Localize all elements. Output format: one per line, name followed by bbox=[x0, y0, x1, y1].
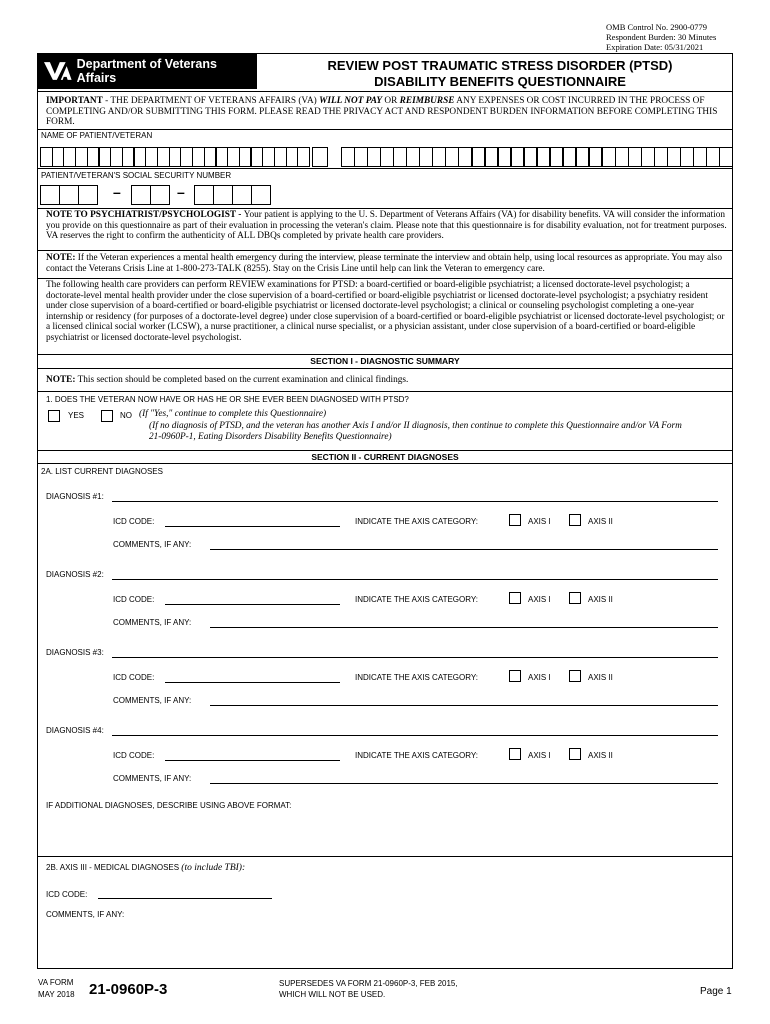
axis-category-label: INDICATE THE AXIS CATEGORY: bbox=[355, 595, 478, 604]
icd-code-label: ICD CODE: bbox=[113, 751, 155, 760]
note-providers: The following health care providers can perform REVIEW examinations for PTSD: a board-certified or board-eligible psychiatrist; a licensed doctorate-level psychologist; a doctorate-level mental health provider under the close supervision of a board-certified or board-eligible psychiatrist or licensed doctorate-level psychologist; a psychiatry resident under close supervision of a board-certified or board-eligible psychiatrist or licensed doctorate-level psychologist; a clinical or counseling psychologist completing a one-year internship or residency (for purposes of a doctorate-level degree) under close supervision of a board-certified or board-eligible psychiatrist or licensed doctorate-level psychologist; or a licensed clinical social worker (LCSW), a nurse practitioner, a clinical nurse specialist, or a physician assistant, under close supervision of a board-certified or board-eligible psychiatrist or licensed doctorate-level psychologist. bbox=[46, 280, 725, 343]
name-char-box[interactable] bbox=[524, 147, 538, 167]
divider bbox=[37, 278, 733, 279]
note-emergency-text: If the Veteran experiences a mental health emergency during the interview, please terminate the interview and obtain help, using local resources as appropriate. You may also contact the Veterans Crisis Line at 1-800-273-TALK (8255). Stay on the Crisis Line until help can link the Veteran to emergency care. bbox=[46, 253, 722, 274]
axis-1-checkbox[interactable] bbox=[509, 670, 521, 682]
section-1-note bbox=[46, 375, 408, 386]
name-char-box[interactable] bbox=[680, 147, 694, 167]
name-char-box[interactable] bbox=[251, 147, 264, 167]
name-char-box[interactable] bbox=[406, 147, 420, 167]
footer-page: Page 1 bbox=[700, 986, 732, 997]
icd-code-input[interactable] bbox=[165, 604, 340, 605]
name-char-box[interactable] bbox=[192, 147, 205, 167]
instruction-1: (If "Yes," continue to complete this Questionnaire) bbox=[139, 409, 327, 419]
ssn-digit-box[interactable] bbox=[59, 185, 79, 205]
name-char-box[interactable] bbox=[576, 147, 590, 167]
name-char-box[interactable] bbox=[180, 147, 193, 167]
no-checkbox[interactable] bbox=[101, 410, 113, 422]
name-char-box[interactable] bbox=[393, 147, 407, 167]
yes-label: YES bbox=[68, 411, 85, 420]
axis-category-label: INDICATE THE AXIS CATEGORY: bbox=[355, 673, 478, 682]
section-1-note-text: This section should be completed based on the current examination and clinical findings. bbox=[75, 375, 409, 385]
name-char-box[interactable] bbox=[122, 147, 135, 167]
comments-label: COMMENTS, IF ANY: bbox=[113, 540, 192, 549]
axis-2-checkbox[interactable] bbox=[569, 592, 581, 604]
name-char-box[interactable] bbox=[537, 147, 551, 167]
diagnosis-input[interactable] bbox=[112, 735, 718, 736]
ssn-digit-box[interactable] bbox=[78, 185, 98, 205]
footer-date: MAY 2018 bbox=[38, 990, 75, 999]
name-char-box[interactable] bbox=[458, 147, 472, 167]
axis3-label bbox=[46, 863, 245, 873]
reimburse: REIMBURSE bbox=[399, 96, 455, 106]
icd-code-label: ICD CODE: bbox=[113, 673, 155, 682]
divider bbox=[37, 856, 733, 857]
name-char-box[interactable] bbox=[615, 147, 629, 167]
axis-2-checkbox[interactable] bbox=[569, 514, 581, 526]
icd-code-label: ICD CODE: bbox=[113, 595, 155, 604]
diagnosis-input[interactable] bbox=[112, 579, 718, 580]
va-logo bbox=[37, 53, 257, 89]
divider bbox=[37, 368, 733, 369]
name-char-box[interactable] bbox=[511, 147, 525, 167]
note-psych-lead: NOTE TO PSYCHIATRIST/PSYCHOLOGIST - bbox=[46, 210, 244, 220]
ssn-digit-box[interactable] bbox=[213, 185, 233, 205]
name-char-box[interactable] bbox=[40, 147, 53, 167]
name-char-box[interactable] bbox=[354, 147, 368, 167]
name-char-box[interactable] bbox=[485, 147, 499, 167]
additional-diagnoses-label: IF ADDITIONAL DIAGNOSES, DESCRIBE USING ABOVE FORMAT: bbox=[46, 801, 292, 810]
axis-category-label: INDICATE THE AXIS CATEGORY: bbox=[355, 517, 478, 526]
section-2-heading: SECTION II - CURRENT DIAGNOSES bbox=[311, 452, 459, 462]
ssn-digit-box[interactable] bbox=[40, 185, 60, 205]
name-label: NAME OF PATIENT/VETERAN bbox=[41, 131, 153, 140]
name-char-box[interactable] bbox=[63, 147, 76, 167]
axis-1-checkbox[interactable] bbox=[509, 748, 521, 760]
axis3-label-italic: (to include TBI): bbox=[181, 863, 246, 873]
footer-supersedes-2: WHICH WILL NOT BE USED. bbox=[279, 990, 386, 999]
name-char-box[interactable] bbox=[380, 147, 394, 167]
divider bbox=[37, 391, 733, 392]
section-1-note-lead: NOTE: bbox=[46, 375, 76, 385]
title-line-2: DISABILITY BENEFITS QUESTIONNAIRE bbox=[374, 74, 626, 89]
axis-2-checkbox[interactable] bbox=[569, 748, 581, 760]
no-label: NO bbox=[120, 411, 132, 420]
ssn-digit-box[interactable] bbox=[251, 185, 271, 205]
axis-1-checkbox[interactable] bbox=[509, 592, 521, 604]
name-char-box[interactable] bbox=[99, 147, 112, 167]
diagnosis-label: DIAGNOSIS #3: bbox=[46, 648, 104, 657]
list-diagnoses-label: 2A. LIST CURRENT DIAGNOSES bbox=[41, 467, 163, 476]
diagnosis-label: DIAGNOSIS #4: bbox=[46, 726, 104, 735]
name-char-box[interactable] bbox=[706, 147, 720, 167]
axis-2-label: AXIS II bbox=[588, 751, 613, 760]
axis-1-label: AXIS I bbox=[528, 751, 551, 760]
axis-1-checkbox[interactable] bbox=[509, 514, 521, 526]
title-line-1: REVIEW POST TRAUMATIC STRESS DISORDER (PTSD) bbox=[327, 58, 673, 73]
expiration-date: Expiration Date: 05/31/2021 bbox=[606, 42, 704, 52]
name-char-box[interactable] bbox=[628, 147, 642, 167]
note-emergency-lead: NOTE: bbox=[46, 253, 78, 263]
name-char-box[interactable] bbox=[667, 147, 681, 167]
name-char-box[interactable] bbox=[341, 147, 355, 167]
diagnosis-label: DIAGNOSIS #1: bbox=[46, 492, 104, 501]
name-char-box[interactable] bbox=[169, 147, 182, 167]
respondent-burden: Respondent Burden: 30 Minutes bbox=[606, 32, 717, 42]
icd-code-input[interactable] bbox=[165, 682, 340, 683]
ssn-digit-box[interactable] bbox=[194, 185, 214, 205]
name-char-box[interactable] bbox=[134, 147, 147, 167]
name-char-box[interactable] bbox=[286, 147, 299, 167]
important-part1: - THE DEPARTMENT OF VETERANS AFFAIRS (VA) bbox=[102, 96, 320, 106]
footer-form-number: 21-0960P-3 bbox=[89, 981, 168, 998]
important-notice bbox=[46, 96, 726, 128]
name-char-box[interactable] bbox=[641, 147, 655, 167]
important-part2: ANY EXPENSES OR COST INCURRED IN THE PROCESS OF COMPLETING AND/OR SUBMITTING THIS FORM. PLEASE READ THE PRIVACY ACT AND RESPONDENT BURDEN INFORMATION BEFORE COMPLETING THIS FORM. bbox=[46, 96, 718, 128]
name-char-box[interactable] bbox=[75, 147, 88, 167]
axis3-label-text: 2B. AXIS III - MEDICAL DIAGNOSES bbox=[46, 863, 182, 872]
axis-category-label: INDICATE THE AXIS CATEGORY: bbox=[355, 751, 478, 760]
important-or: OR bbox=[382, 96, 400, 106]
name-char-box[interactable] bbox=[204, 147, 217, 167]
omb-info bbox=[606, 22, 716, 52]
name-char-box[interactable] bbox=[654, 147, 668, 167]
axis-1-label: AXIS I bbox=[528, 673, 551, 682]
name-char-box[interactable] bbox=[227, 147, 240, 167]
name-char-box[interactable] bbox=[297, 147, 310, 167]
icd-code-input[interactable] bbox=[165, 526, 340, 527]
name-char-box[interactable] bbox=[498, 147, 512, 167]
form-title bbox=[270, 58, 730, 90]
note-emergency bbox=[46, 253, 728, 274]
comments-input[interactable] bbox=[210, 549, 718, 550]
ssn-digit-box[interactable] bbox=[131, 185, 151, 205]
axis-1-label: AXIS I bbox=[528, 595, 551, 604]
name-char-box[interactable] bbox=[274, 147, 287, 167]
ssn-digit-box[interactable] bbox=[150, 185, 170, 205]
name-char-box[interactable] bbox=[432, 147, 446, 167]
ssn-label: PATIENT/VETERAN'S SOCIAL SECURITY NUMBER bbox=[41, 171, 232, 180]
important-lead: IMPORTANT bbox=[46, 96, 103, 106]
axis3-icd-input[interactable] bbox=[98, 898, 272, 899]
comments-label: COMMENTS, IF ANY: bbox=[113, 696, 192, 705]
name-char-box[interactable] bbox=[602, 147, 616, 167]
axis-2-label: AXIS II bbox=[588, 595, 613, 604]
comments-label: COMMENTS, IF ANY: bbox=[113, 774, 192, 783]
axis-2-label: AXIS II bbox=[588, 673, 613, 682]
question-1: 1. DOES THE VETERAN NOW HAVE OR HAS HE OR SHE EVER BEEN DIAGNOSED WITH PTSD? bbox=[46, 395, 409, 404]
axis-2-label: AXIS II bbox=[588, 517, 613, 526]
yes-checkbox[interactable] bbox=[48, 410, 60, 422]
name-char-box[interactable] bbox=[110, 147, 123, 167]
name-char-box[interactable] bbox=[589, 147, 603, 167]
name-char-box[interactable] bbox=[693, 147, 707, 167]
comments-label: COMMENTS, IF ANY: bbox=[113, 618, 192, 627]
divider bbox=[37, 129, 733, 130]
name-char-box[interactable] bbox=[262, 147, 275, 167]
name-char-box[interactable] bbox=[157, 147, 170, 167]
middle-initial-box[interactable] bbox=[312, 147, 328, 167]
name-char-box[interactable] bbox=[239, 147, 252, 167]
note-psych-text: Your patient is applying to the U. S. Department of Veterans Affairs (VA) for disability benefits. VA will consider the information you provide on this questionnaire as part of their evaluation in processing the veteran's claim. Please note that this questionnaire is for disability evaluation, not for treatment purposes. VA reserves the right to confirm the authenticity of ALL DBQs completed by private health care providers. bbox=[46, 210, 727, 242]
axis-2-checkbox[interactable] bbox=[569, 670, 581, 682]
ssn-dash-2: – bbox=[177, 184, 185, 200]
footer-va-form: VA FORM bbox=[38, 978, 74, 987]
diagnosis-input[interactable] bbox=[112, 501, 718, 502]
va-seal-icon bbox=[43, 59, 73, 83]
name-char-box[interactable] bbox=[52, 147, 65, 167]
name-char-box[interactable] bbox=[472, 147, 486, 167]
omb-control: OMB Control No. 2900-0779 bbox=[606, 22, 708, 32]
name-char-box[interactable] bbox=[145, 147, 158, 167]
comments-input[interactable] bbox=[210, 627, 718, 628]
ssn-digit-box[interactable] bbox=[232, 185, 252, 205]
divider bbox=[37, 168, 733, 169]
name-char-box[interactable] bbox=[445, 147, 459, 167]
agency-name: Department of Veterans Affairs bbox=[76, 57, 217, 85]
name-char-box[interactable] bbox=[563, 147, 577, 167]
footer-supersedes-1: SUPERSEDES VA FORM 21-0960P-3, FEB 2015, bbox=[279, 979, 458, 988]
axis3-comments-label: COMMENTS, IF ANY: bbox=[46, 910, 125, 919]
section-1-heading: SECTION I - DIAGNOSTIC SUMMARY bbox=[310, 356, 460, 366]
divider bbox=[37, 208, 733, 209]
diagnosis-input[interactable] bbox=[112, 657, 718, 658]
ssn-dash-1: – bbox=[113, 184, 121, 200]
icd-code-input[interactable] bbox=[165, 760, 340, 761]
name-char-box[interactable] bbox=[87, 147, 100, 167]
note-psychiatrist bbox=[46, 210, 728, 242]
divider bbox=[37, 463, 733, 464]
instruction-3: 21-0960P-1, Eating Disorders Disability Benefits Questionnaire) bbox=[149, 432, 392, 442]
will-not-pay: WILL NOT PAY bbox=[319, 96, 383, 106]
divider bbox=[37, 91, 733, 92]
diagnosis-label: DIAGNOSIS #2: bbox=[46, 570, 104, 579]
name-char-box[interactable] bbox=[719, 147, 733, 167]
axis3-icd-label: ICD CODE: bbox=[46, 890, 88, 899]
comments-input[interactable] bbox=[210, 783, 718, 784]
name-char-box[interactable] bbox=[550, 147, 564, 167]
comments-input[interactable] bbox=[210, 705, 718, 706]
name-char-box[interactable] bbox=[419, 147, 433, 167]
name-char-box[interactable] bbox=[367, 147, 381, 167]
instruction-2: (If no diagnosis of PTSD, and the veteran has another Axis I and/or II diagnosis, then continue to complete this Questionnaire and/or VA Form bbox=[149, 421, 682, 431]
name-char-box[interactable] bbox=[216, 147, 229, 167]
axis-1-label: AXIS I bbox=[528, 517, 551, 526]
icd-code-label: ICD CODE: bbox=[113, 517, 155, 526]
divider bbox=[37, 250, 733, 251]
